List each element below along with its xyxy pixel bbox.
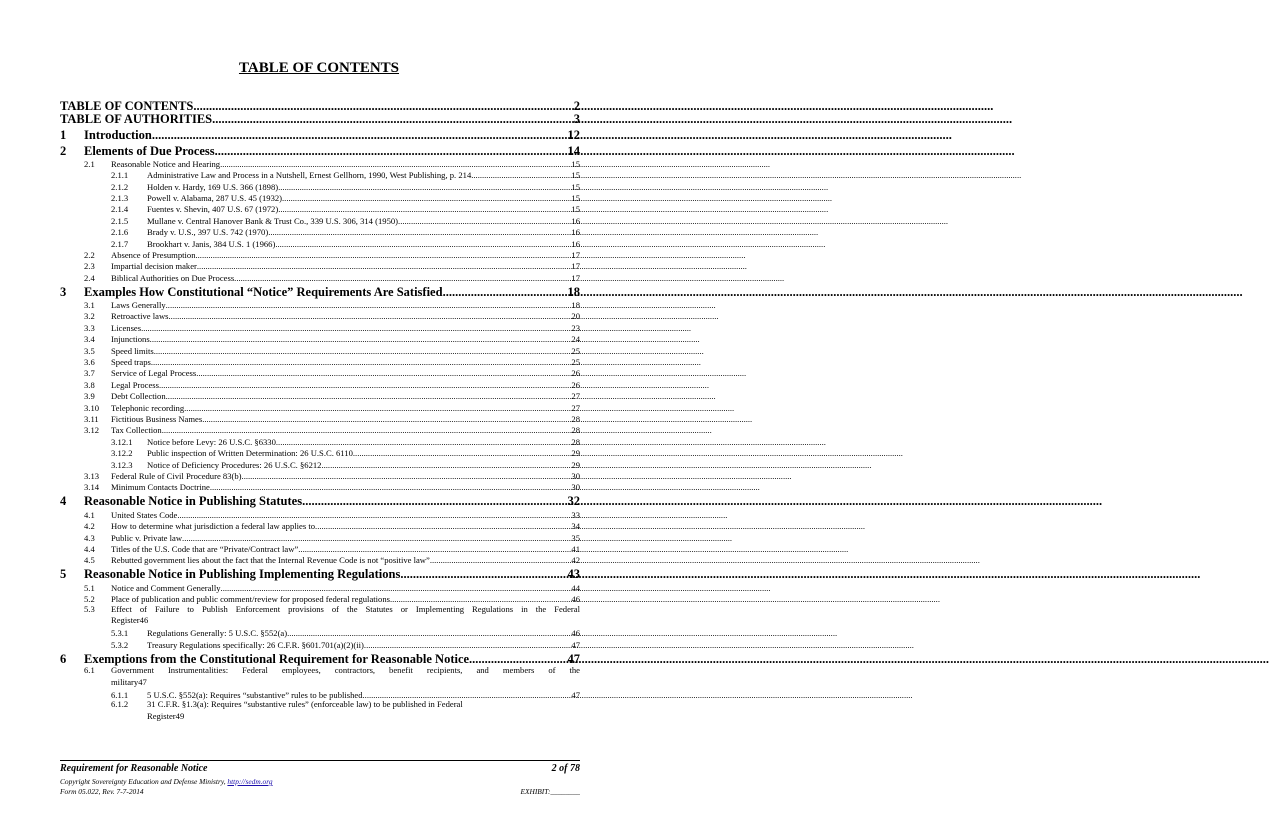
toc-entry-page: 30 [571, 482, 580, 493]
toc-entry[interactable] [60, 367, 580, 378]
toc-entry-number: 6.1.1 [111, 689, 129, 700]
toc-entry-number: 4.3 [84, 532, 95, 543]
footer-copyright: Copyright Sovereignty Education and Defense Ministry, [60, 777, 228, 786]
toc-entry-number: 2.1.5 [111, 215, 129, 226]
toc-entry-page: 18 [567, 284, 580, 299]
toc-entry-title: Federal Rule of Civil Procedure 83(b) [111, 470, 242, 481]
toc-entry-number: 3.4 [84, 334, 95, 345]
toc-entry-page: 2 [573, 98, 580, 113]
toc-leader-dots [162, 426, 571, 435]
toc-entry[interactable] [60, 168, 580, 179]
toc-entry-title: Tax Collection [111, 425, 162, 436]
toc-entry-page: 20 [571, 311, 580, 322]
toc-leader-dots [315, 522, 570, 531]
toc-leader-dots [210, 483, 571, 492]
toc-entry[interactable] [60, 214, 580, 225]
toc-leader-dots [268, 228, 570, 237]
toc-entry-page: 35 [571, 532, 580, 543]
toc-entry-number: 5.3 [84, 603, 95, 614]
toc-leader-dots [276, 438, 571, 447]
table-of-contents [60, 99, 580, 722]
toc-entry-page: 15 [571, 158, 580, 169]
toc-entry-title: Service of Legal Process [111, 368, 197, 379]
toc-entry[interactable] [60, 542, 580, 553]
toc-entry-page: 26 [571, 368, 580, 379]
toc-entry-number: 2.1.4 [111, 204, 129, 215]
toc-entry-number: 3.1 [84, 300, 95, 311]
footer-title-row [60, 763, 580, 774]
toc-entry-title: Introduction [84, 127, 152, 142]
toc-entry-number: 2.1.1 [111, 170, 129, 181]
toc-entry-page: 15 [571, 170, 580, 181]
toc-entry[interactable] [60, 157, 580, 168]
toc-entry-page: 29 [571, 459, 580, 470]
toc-entry[interactable] [60, 389, 580, 400]
toc-entry-page: 46 [139, 615, 149, 626]
toc-entry-number: 4.2 [84, 521, 95, 532]
toc-entry-page: 29 [571, 448, 580, 459]
toc-entry-page: 17 [571, 261, 580, 272]
toc-entry-title: Treasury Regulations specifically: 26 C.F.R. §601.701(a)(2)(ii) [147, 639, 364, 650]
toc-entry-page: 16 [571, 227, 580, 238]
toc-entry-title: Brady v. U.S., 397 U.S. 742 (1970) [147, 227, 269, 238]
footer-form-row [60, 787, 580, 796]
toc-entry-page: 24 [571, 334, 580, 345]
toc-entry-title: Rebutted government lies about the fact that the Internal Revenue Code is not “positive law” [111, 555, 430, 566]
toc-entry[interactable] [60, 237, 580, 248]
toc-entry-page: 33 [571, 509, 580, 520]
toc-entry-title: Minimum Contacts Doctrine [111, 482, 210, 493]
toc-entry-title: Reasonable Notice in Publishing Statutes [84, 494, 303, 509]
toc-entry-page: 47 [138, 676, 147, 687]
toc-entry-title: Public v. Private law [111, 532, 183, 543]
toc-leader-dots [196, 369, 570, 378]
toc-entry-number: 2 [60, 143, 67, 158]
toc-entry[interactable] [60, 519, 580, 530]
toc-entry[interactable] [60, 321, 580, 332]
toc-entry-page: 15 [571, 192, 580, 203]
toc-entry-title: Elements of Due Process [84, 143, 215, 158]
toc-entry-page: 28 [571, 414, 580, 424]
toc-entry[interactable] [60, 141, 580, 157]
toc-entry[interactable] [60, 592, 580, 603]
toc-entry-title: Public inspection of Written Determination: 26 U.S.C. 6110 [147, 448, 353, 459]
toc-entry-title: United States Code [111, 509, 178, 520]
toc-entry-page: 44 [571, 582, 580, 593]
toc-entry-number: 2.2 [84, 249, 95, 260]
toc-entry-page: 32 [567, 494, 580, 509]
toc-entry-number: 3.10 [84, 402, 100, 413]
toc-entry[interactable] [60, 446, 580, 457]
toc-entry-number: 3 [60, 284, 67, 299]
footer-exhibit: EXHIBIT:________ [520, 787, 580, 796]
toc-entry[interactable] [60, 203, 580, 214]
toc-entry-number: 2.1.2 [111, 181, 129, 192]
toc-leader-dots [298, 545, 570, 554]
toc-entry[interactable] [60, 378, 580, 389]
toc-entry[interactable] [60, 688, 580, 699]
toc-leader-dots [182, 534, 570, 543]
toc-leader-dots [275, 240, 570, 249]
toc-entry[interactable] [60, 626, 580, 637]
toc-entry-number: 3.5 [84, 345, 95, 356]
toc-entry-title: Place of publication and public comment/review for proposed federal regulations [111, 594, 390, 605]
toc-entry-number: 3.12 [84, 425, 100, 436]
toc-entry-number: 4.5 [84, 555, 95, 566]
toc-leader-dots [220, 160, 570, 169]
toc-entry-title: Laws Generally [111, 300, 166, 311]
toc-entry-page: 16 [571, 215, 580, 226]
toc-entry-title: TABLE OF CONTENTS [60, 98, 194, 113]
toc-entry-title: 5 U.S.C. §552(a): Requires “substantive” rules to be published [147, 689, 363, 700]
toc-entry-number: 3.9 [84, 391, 95, 402]
toc-entry-page: 46 [571, 594, 580, 605]
toc-entry[interactable] [60, 112, 580, 125]
toc-leader-dots [430, 556, 571, 565]
toc-entry-title: Exemptions from the Constitutional Requirement for Reasonable Notice [84, 651, 470, 666]
toc-entry-title: Administrative Law and Process in a Nutshell, Ernest Gellhorn, 1990, West Publishing, p. 214 [147, 170, 472, 181]
toc-entry-title: Mullane v. Central Hanover Bank & Trust Co., 339 U.S. 306, 314 (1950) [147, 215, 399, 226]
toc-entry[interactable] [60, 332, 580, 343]
toc-entry-number: 5.3.1 [111, 628, 129, 639]
toc-leader-dots [184, 404, 570, 413]
toc-entry-page: 46 [571, 628, 580, 639]
toc-leader-dots [363, 691, 571, 700]
toc-entry-title: Fuentes v. Shevin, 407 U.S. 67 (1972) [147, 204, 279, 215]
footer-page-number: 2 of 78 [551, 763, 580, 774]
toc-leader-dots [169, 312, 571, 321]
toc-entry-number: 3.13 [84, 470, 100, 481]
toc-entry-number: 5.3.2 [111, 639, 129, 650]
toc-leader-dots [151, 358, 571, 367]
toc-entry[interactable] [60, 481, 580, 492]
toc-entry-number: 2.1.7 [111, 238, 129, 249]
toc-entry-title: How to determine what jurisdiction a federal law applies to [111, 521, 316, 532]
toc-leader-dots [141, 324, 570, 333]
toc-entry-number: 3.8 [84, 379, 95, 390]
toc-leader-dots [193, 100, 572, 113]
toc-entry[interactable] [60, 271, 580, 282]
toc-entry-page: 47 [567, 651, 580, 666]
toc-leader-dots [353, 449, 571, 458]
toc-entry-number: 3.7 [84, 368, 95, 379]
footer-form-number: Form 05.022, Rev. 7-7-2014 [60, 787, 144, 796]
toc-entry[interactable] [60, 565, 580, 581]
toc-entry-title: Powell v. Alabama, 287 U.S. 45 (1932) [147, 192, 283, 203]
toc-leader-dots [196, 251, 571, 260]
toc-leader-dots [278, 205, 570, 214]
toc-entry[interactable] [60, 604, 580, 627]
toc-entry-page: 28 [571, 436, 580, 447]
toc-leader-dots [400, 568, 566, 581]
toc-entry-number: 3.12.3 [111, 459, 133, 470]
toc-entry-title: Retroactive laws [111, 311, 169, 322]
toc-entry-title: Absence of Presumption [111, 249, 196, 260]
toc-entry-page: 15 [571, 181, 580, 192]
toc-entry-number: 3.3 [84, 322, 95, 333]
toc-entry-title: Titles of the U.S. Code that are “Private/Contract law” [111, 543, 299, 554]
toc-entry-title: Speed limits [111, 345, 154, 356]
toc-entry[interactable] [60, 435, 580, 446]
toc-entry-number: 6.1 [84, 665, 95, 676]
toc-entry[interactable] [60, 508, 580, 519]
toc-leader-dots [364, 641, 570, 650]
toc-entry[interactable] [60, 298, 580, 309]
toc-entry-title: Brookhart v. Janis, 384 U.S. 1 (1966) [147, 238, 276, 249]
toc-leader-dots [150, 335, 571, 344]
toc-entry-title: Reasonable Notice in Publishing Implementing Regulations [84, 567, 401, 582]
toc-entry[interactable] [60, 248, 580, 259]
toc-entry-page: 27 [571, 402, 580, 413]
toc-leader-dots [221, 584, 571, 593]
toc-entry[interactable] [60, 282, 580, 298]
toc-entry[interactable] [60, 581, 580, 592]
toc-entry-number: 5 [60, 567, 67, 582]
toc-entry-page: 12 [567, 127, 580, 142]
toc-entry-title-continued: Register [147, 710, 176, 721]
toc-entry-page: 43 [567, 567, 580, 582]
toc-leader-dots [242, 472, 571, 481]
toc-entry-title: Notice and Comment Generally [111, 582, 221, 593]
toc-entry-page: 25 [571, 357, 580, 368]
toc-entry-page: 49 [175, 710, 185, 721]
toc-entry[interactable] [60, 469, 580, 480]
toc-entry-number: 2.4 [84, 272, 95, 283]
toc-entry-title: Holden v. Hardy, 169 U.S. 366 (1898) [147, 181, 279, 192]
toc-entry-title: Notice before Levy: 26 U.S.C. §6330 [147, 436, 276, 447]
toc-entry-page: 28 [571, 425, 580, 436]
toc-leader-dots [282, 194, 570, 203]
toc-leader-dots [398, 217, 570, 226]
toc-entry-number: 2.1.6 [111, 227, 129, 238]
toc-leader-dots [212, 113, 573, 126]
toc-entry-number: 3.12.2 [111, 448, 133, 459]
footer-document-name: Requirement for Reasonable Notice [60, 763, 208, 774]
toc-leader-dots [278, 183, 570, 192]
toc-entry-title: Licenses [111, 322, 142, 333]
toc-entry-title: Biblical Authorities on Due Process [111, 272, 235, 283]
toc-entry-title-continued: Register [111, 615, 140, 626]
toc-entry[interactable] [60, 699, 580, 722]
toc-entry-continuation [147, 711, 580, 722]
toc-entry-number: 3.11 [84, 414, 99, 424]
toc-leader-dots [159, 381, 570, 390]
toc-leader-dots [166, 301, 571, 310]
toc-entry-page: 34 [571, 521, 580, 532]
toc-leader-dots [202, 415, 570, 424]
toc-leader-dots [215, 145, 567, 158]
toc-leader-dots [166, 392, 571, 401]
toc-entry-page: 47 [571, 689, 580, 700]
toc-entry-title: Injunctions [111, 334, 150, 345]
toc-entry[interactable] [60, 180, 580, 191]
toc-entry[interactable] [60, 412, 580, 423]
toc-entry[interactable] [60, 424, 580, 435]
toc-entry-number: 6 [60, 651, 67, 666]
toc-entry-page: 41 [571, 543, 580, 554]
toc-entry-number: 5.2 [84, 594, 95, 605]
toc-entry-number: 3.6 [84, 357, 95, 368]
toc-entry-page: 23 [571, 322, 580, 333]
toc-entry-number: 4 [60, 494, 67, 509]
toc-entry[interactable] [60, 344, 580, 355]
toc-entry-title: Speed traps [111, 357, 151, 368]
toc-leader-dots [469, 653, 566, 666]
toc-entry-number: 3.12.1 [111, 436, 133, 447]
toc-entry[interactable] [60, 458, 580, 469]
toc-leader-dots [471, 171, 570, 180]
toc-entry-number: 2.3 [84, 261, 95, 272]
toc-entry-page: 25 [571, 345, 580, 356]
toc-entry-number: 2.1 [84, 158, 95, 169]
toc-entry[interactable] [60, 260, 580, 271]
toc-leader-dots [443, 286, 567, 299]
toc-entry-page: 26 [571, 379, 580, 390]
toc-entry-number: 3.14 [84, 482, 100, 493]
toc-entry[interactable] [60, 665, 580, 688]
toc-entry-title: Impartial decision maker [111, 261, 197, 272]
toc-leader-dots [234, 274, 570, 283]
toc-leader-dots [152, 129, 567, 142]
toc-entry[interactable] [60, 554, 580, 565]
toc-entry-title: Effect of Failure to Publish Enforcement provisions of the Statutes or Implementing Regulations in the Federal [111, 603, 580, 614]
toc-entry[interactable] [60, 638, 580, 649]
toc-entry-page: 16 [571, 238, 580, 249]
toc-entry-page: 3 [573, 111, 580, 126]
toc-entry-title: Fictitious Business Names [111, 414, 203, 424]
toc-entry[interactable] [60, 225, 580, 236]
toc-entry[interactable] [60, 125, 580, 141]
toc-entry-continuation [111, 677, 580, 688]
toc-leader-dots [197, 262, 571, 271]
toc-entry-title: TABLE OF AUTHORITIES [60, 111, 213, 126]
toc-leader-dots [154, 347, 571, 356]
toc-entry-page: 17 [571, 249, 580, 260]
toc-entry-title: Reasonable Notice and Hearing [111, 158, 221, 169]
toc-entry-page: 17 [571, 272, 580, 283]
toc-entry[interactable] [60, 401, 580, 412]
toc-leader-dots [321, 461, 570, 470]
toc-entry-page: 30 [571, 470, 580, 481]
footer-copyright-row [60, 777, 580, 786]
toc-entry-title: Regulations Generally: 5 U.S.C. §552(a) [147, 628, 288, 639]
toc-leader-dots [390, 595, 570, 604]
toc-leader-dots [177, 511, 570, 520]
toc-entry-title: Legal Process [111, 379, 159, 390]
toc-entry[interactable] [60, 355, 580, 366]
toc-entry-number: 3.2 [84, 311, 95, 322]
toc-entry-continuation [111, 615, 580, 626]
toc-entry-title: Telephonic recording [111, 402, 185, 413]
toc-entry-number: 1 [60, 127, 67, 142]
toc-entry-title-continued: military [111, 676, 139, 687]
page-title: TABLE OF CONTENTS [238, 60, 400, 76]
toc-entry-page: 27 [571, 391, 580, 402]
toc-entry[interactable] [60, 99, 580, 112]
toc-entry-title: 31 C.F.R. §1.3(a): Requires “substantive rules” (enforceable law) to be published in Federal [147, 699, 463, 710]
toc-entry-page: 14 [567, 143, 580, 158]
toc-entry-page: 42 [571, 555, 580, 566]
toc-entry-number: 4.1 [84, 509, 95, 520]
toc-entry-page: 47 [571, 639, 580, 650]
toc-entry-number: 6.1.2 [111, 699, 129, 710]
toc-entry-title: Government Instrumentalities: Federal employees, contractors, benefit recipients, and members of the [111, 665, 580, 676]
toc-entry-number: 5.1 [84, 582, 95, 593]
footer-link[interactable]: http://sedm.org [227, 777, 273, 786]
toc-entry[interactable] [60, 649, 580, 665]
toc-entry[interactable] [60, 191, 580, 202]
toc-entry[interactable] [60, 310, 580, 321]
toc-entry[interactable] [60, 492, 580, 508]
toc-entry-page: 15 [571, 204, 580, 215]
toc-entry[interactable] [60, 531, 580, 542]
toc-leader-dots [302, 495, 566, 508]
toc-leader-dots [287, 629, 570, 638]
toc-entry-number: 4.4 [84, 543, 95, 554]
toc-entry-title: Examples How Constitutional “Notice” Requirements Are Satisfied [84, 284, 443, 299]
toc-entry-title: Notice of Deficiency Procedures: 26 U.S.C. §6212 [147, 459, 322, 470]
toc-entry-number: 2.1.3 [111, 192, 129, 203]
footer-divider [60, 760, 580, 761]
toc-entry-title: Debt Collection [111, 391, 166, 402]
toc-entry-page: 18 [571, 300, 580, 311]
